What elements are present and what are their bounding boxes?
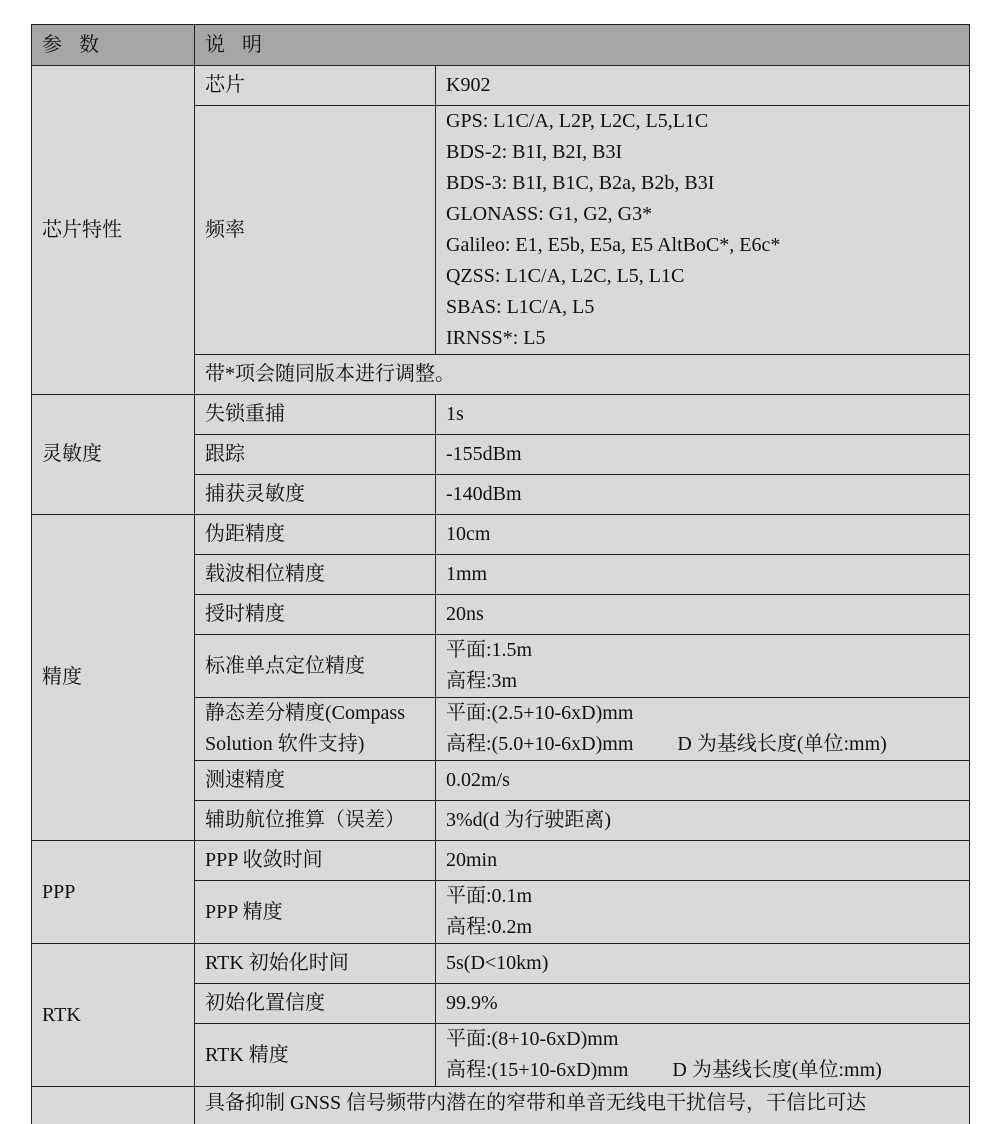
static-label-line2: Solution 软件支持) [205, 733, 365, 755]
freq-irnss: IRNSS*: L5 [446, 327, 546, 349]
spec-table [31, 24, 970, 1124]
row-label: 捕获灵敏度 [195, 475, 436, 515]
row-label: 跟踪 [195, 435, 436, 475]
group-sensitivity: 灵敏度 [32, 395, 195, 515]
desc-header: 说 明 [195, 25, 970, 66]
carrier-label: 载波相位精度 [195, 555, 436, 595]
row-value: -155dBm [436, 435, 970, 475]
spp-vertical: 高程:3m [446, 670, 518, 692]
chip-value: K902 [436, 66, 970, 106]
row-label: 失锁重捕 [195, 395, 436, 435]
table-row [32, 66, 970, 106]
static-label [195, 698, 436, 761]
pseudo-label: 伪距精度 [195, 515, 436, 555]
spp-label: 标准单点定位精度 [195, 635, 436, 698]
group-rtk: RTK [32, 944, 195, 1087]
timing-label: 授时精度 [195, 595, 436, 635]
static-label-line1: 静态差分精度(Compass [205, 702, 405, 724]
timing-value: 20ns [436, 595, 970, 635]
cut-row-line: 具备抑制 GNSS 信号频带内潜在的窄带和单音无线电干扰信号，干信比可达 [205, 1092, 867, 1114]
freq-qzss: QZSS: L1C/A, L2C, L5, L1C [446, 265, 685, 287]
group-chip: 芯片特性 [32, 66, 195, 395]
freq-sbas: SBAS: L1C/A, L5 [446, 296, 595, 318]
ppp-horizontal: 平面:0.1m [446, 885, 533, 907]
table-row [32, 1087, 970, 1124]
chip-label: 芯片 [195, 66, 436, 106]
carrier-value: 1mm [436, 555, 970, 595]
ppp-acc-value [436, 881, 970, 944]
ppp-vertical: 高程:0.2m [446, 916, 533, 938]
freq-bds2: BDS-2: B1I, B2I, B3I [446, 141, 623, 163]
velocity-label: 测速精度 [195, 761, 436, 801]
header-row [32, 25, 970, 66]
freq-galileo: Galileo: E1, E5b, E5a, E5 AltBoC*, E6c* [446, 234, 781, 256]
static-vertical-line [446, 729, 959, 760]
pseudo-value: 10cm [436, 515, 970, 555]
spp-value [436, 635, 970, 698]
freq-glonass: GLONASS: G1, G2, G3* [446, 203, 653, 225]
row-value: 1s [436, 395, 970, 435]
chip-note: 带*项会随同版本进行调整。 [195, 355, 970, 395]
cut-group-cell [32, 1087, 195, 1124]
rtk-note: D 为基线长度(单位:mm) [672, 1059, 882, 1081]
spp-horizontal: 平面:1.5m [446, 639, 533, 661]
group-accuracy: 精度 [32, 515, 195, 841]
rtk-init-label: RTK 初始化时间 [195, 944, 436, 984]
rtk-acc-value [436, 1024, 970, 1087]
rtk-vertical: 高程:(15+10-6xD)mm [446, 1059, 629, 1081]
static-note: D 为基线长度(单位:mm) [677, 733, 887, 755]
row-value: -140dBm [436, 475, 970, 515]
dr-value: 3%d(d 为行驶距离) [436, 801, 970, 841]
rtk-horizontal: 平面:(8+10-6xD)mm [446, 1028, 619, 1050]
table-row [32, 515, 970, 555]
cut-row-text [195, 1087, 970, 1124]
static-vertical: 高程:(5.0+10-6xD)mm [446, 733, 634, 755]
rtk-conf-value: 99.9% [436, 984, 970, 1024]
rtk-init-value: 5s(D<10km) [436, 944, 970, 984]
ppp-acc-label: PPP 精度 [195, 881, 436, 944]
param-header: 参 数 [32, 25, 195, 66]
freq-values [436, 106, 970, 355]
static-value [436, 698, 970, 761]
rtk-vertical-line [446, 1055, 959, 1086]
freq-bds3: BDS-3: B1I, B1C, B2a, B2b, B3I [446, 172, 715, 194]
rtk-conf-label: 初始化置信度 [195, 984, 436, 1024]
table-row [32, 395, 970, 435]
freq-gps: GPS: L1C/A, L2P, L2C, L5,L1C [446, 110, 709, 132]
ppp-conv-value: 20min [436, 841, 970, 881]
static-horizontal: 平面:(2.5+10-6xD)mm [446, 702, 634, 724]
table-row [32, 944, 970, 984]
rtk-acc-label: RTK 精度 [195, 1024, 436, 1087]
group-ppp: PPP [32, 841, 195, 944]
table-row [32, 841, 970, 881]
velocity-value: 0.02m/s [436, 761, 970, 801]
ppp-conv-label: PPP 收敛时间 [195, 841, 436, 881]
dr-label: 辅助航位推算（误差） [195, 801, 436, 841]
freq-label: 频率 [195, 106, 436, 355]
